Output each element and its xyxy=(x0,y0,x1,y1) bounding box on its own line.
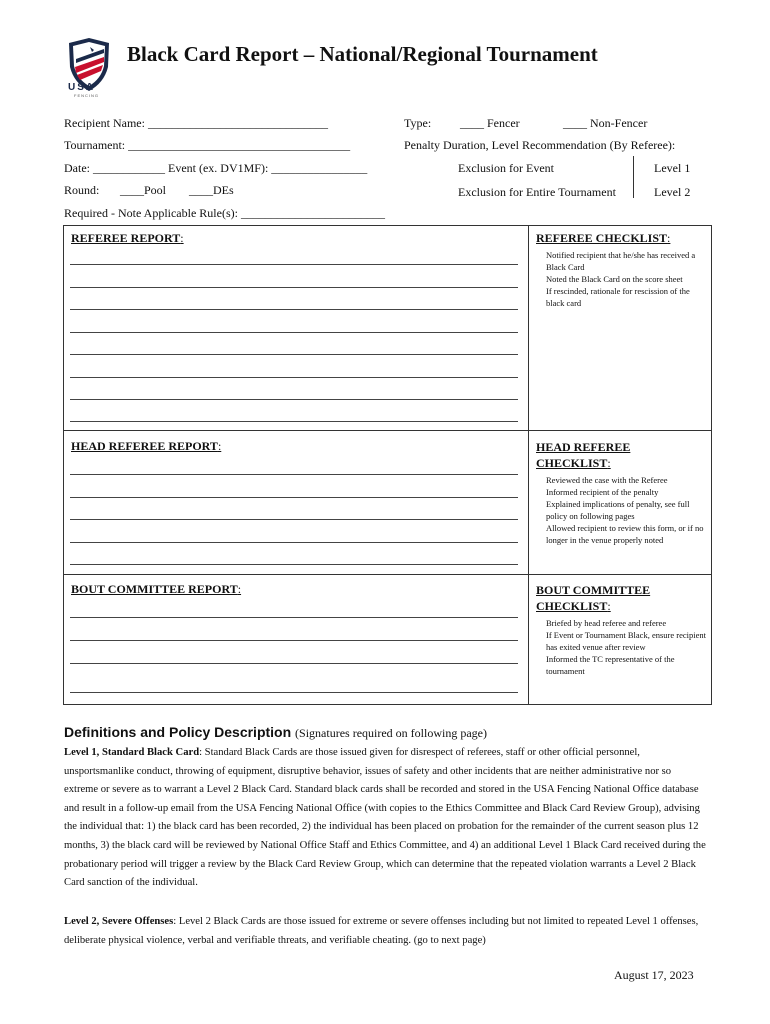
type-label: Type: xyxy=(404,116,432,130)
level2-definition: Level 2, Severe Offenses: Level 2 Black Cards are those issued for extreme or severe offenses including but not limited to repeated Level 1 offenses, deliberate physical violence, verbal and verifiable threats, and verifiable cheating. (go to next page) xyxy=(64,916,699,946)
head-referee-report-heading: HEAD REFEREE REPORT: xyxy=(71,439,222,453)
report-row-divider-2 xyxy=(63,574,711,575)
checklist-item[interactable]: Notified recipient that he/she has received a Black Card xyxy=(546,250,696,272)
referee-report-line[interactable] xyxy=(70,309,518,310)
level1-option[interactable]: Level 1 xyxy=(654,161,691,175)
penalty-duration-label: Penalty Duration, Level Recommendation (By Referee): xyxy=(404,138,676,152)
checklist-item[interactable]: Briefed by head referee and referee xyxy=(546,618,667,628)
bout-committee-report-heading: BOUT COMMITTEE REPORT: xyxy=(71,582,242,596)
logo-subtext: FENCING xyxy=(74,93,99,98)
checklist-item[interactable]: Informed the TC representative of the tournament xyxy=(546,654,675,676)
referee-report-line[interactable] xyxy=(70,287,518,288)
referee-checklist xyxy=(546,249,706,309)
des-option[interactable]: ____DEs xyxy=(189,183,234,197)
checklist-item[interactable]: Noted the Black Card on the score sheet xyxy=(546,274,683,284)
bout-committee-report-line[interactable] xyxy=(70,663,518,664)
report-column-divider xyxy=(528,225,529,705)
date-event-field[interactable]: Date: ____________ Event (ex. DV1MF): ________________ xyxy=(64,161,368,175)
head-referee-checklist-heading: HEAD REFEREE CHECKLIST: xyxy=(536,440,631,470)
level-divider xyxy=(633,156,634,198)
head-referee-report-line[interactable] xyxy=(70,497,518,498)
checklist-item[interactable]: If Event or Tournament Black, ensure recipient has exited venue after review xyxy=(546,630,706,652)
definitions-heading: Definitions and Policy Description (Signatures required on following page) xyxy=(64,724,487,740)
referee-report-line[interactable] xyxy=(70,377,518,378)
referee-report-line[interactable] xyxy=(70,354,518,355)
page-title: Black Card Report – National/Regional Tournament xyxy=(127,42,598,66)
referee-report-line[interactable] xyxy=(70,264,518,265)
head-referee-report-line[interactable] xyxy=(70,474,518,475)
head-referee-report-line[interactable] xyxy=(70,542,518,543)
non-fencer-option[interactable]: ____ Non-Fencer xyxy=(563,116,648,130)
checklist-item[interactable]: Reviewed the case with the Referee xyxy=(546,475,668,485)
recipient-name-field[interactable]: Recipient Name: ______________________________ xyxy=(64,116,328,130)
checklist-item[interactable]: If rescinded, rationale for rescission of the black card xyxy=(546,286,690,308)
referee-report-line[interactable] xyxy=(70,421,518,422)
applicable-rule-field[interactable]: Required - Note Applicable Rule(s): ________________________ xyxy=(64,206,385,220)
bout-committee-report-line[interactable] xyxy=(70,640,518,641)
head-referee-report-line[interactable] xyxy=(70,519,518,520)
bout-committee-report-line[interactable] xyxy=(70,692,518,693)
tournament-field[interactable]: Tournament: _____________________________________ xyxy=(64,138,351,152)
exclusion-event-option[interactable]: Exclusion for Event xyxy=(458,161,554,175)
checklist-item[interactable]: Explained implications of penalty, see full policy on following pages xyxy=(546,499,690,521)
round-label: Round: xyxy=(64,183,100,197)
level2-option[interactable]: Level 2 xyxy=(654,185,691,199)
pool-option[interactable]: ____Pool xyxy=(120,183,167,197)
footer-date: August 17, 2023 xyxy=(614,968,694,982)
bout-committee-checklist xyxy=(546,617,706,677)
referee-report-line[interactable] xyxy=(70,399,518,400)
logo-wordmark: USA xyxy=(68,82,96,93)
checklist-item[interactable]: Allowed recipient to review this form, or if no longer in the venue properly noted xyxy=(546,523,704,545)
exclusion-tournament-option[interactable]: Exclusion for Entire Tournament xyxy=(458,185,616,199)
checklist-item[interactable]: Informed recipient of the penalty xyxy=(546,487,659,497)
referee-report-line[interactable] xyxy=(70,332,518,333)
bout-committee-checklist-heading: BOUT COMMITTEE CHECKLIST: xyxy=(536,583,651,613)
fencer-option[interactable]: ____ Fencer xyxy=(460,116,520,130)
report-row-divider-1 xyxy=(63,430,711,431)
head-referee-checklist xyxy=(546,474,706,546)
head-referee-report-line[interactable] xyxy=(70,564,518,565)
referee-checklist-heading: REFEREE CHECKLIST: xyxy=(536,231,671,245)
bout-committee-report-line[interactable] xyxy=(70,617,518,618)
referee-report-heading: REFEREE REPORT: xyxy=(71,231,184,245)
level1-definition: Level 1, Standard Black Card: Standard Black Cards are those issued given for disrespect of referees, staff or other official personnel, unsportsmanlike conduct, throwing of equipment, disruptive behavior, issues of safety and other incidents that are neither administrative nor so extreme or severe as to warrant a Level 2 Black Card. Standard black cards shall be recorded and stored in the USA Fencing National Office database and result in a follow-up email from the USA Fencing National Office (with copies to the Ethics Committee and Black Card Review Group), advising the individual that: 1) the black card has been recorded, 2) the individual has been placed on probation for the remainder of the current season plus 12 months, 3) the black card will be reviewed by National Office Staff and Ethics Committee, and 4) an additional Level 1 Black Card received during the probationary period will trigger a review by the Black Card Review Group, which can determine that the repeated violation warrants a Level 2 Black Card sanction of the individual. xyxy=(64,747,706,889)
